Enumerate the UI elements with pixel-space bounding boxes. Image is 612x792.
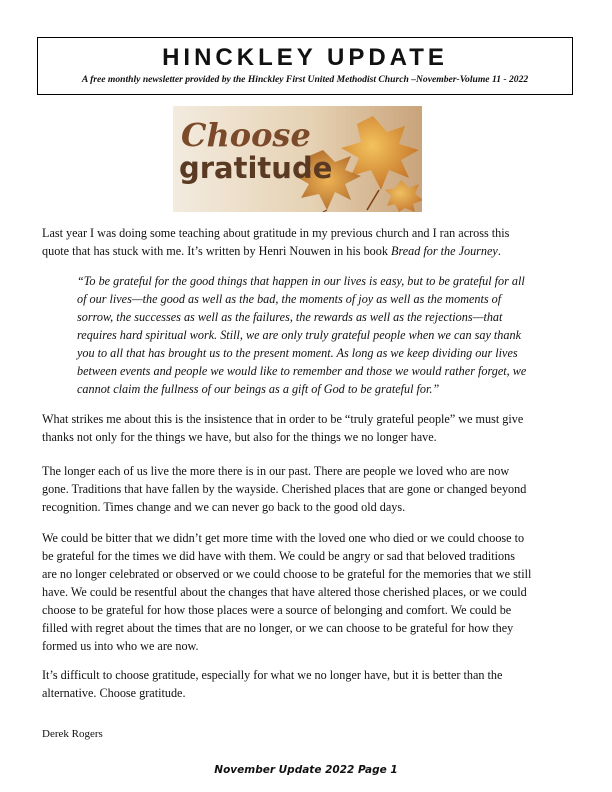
paragraph-line: have. We could be resentful about the changes that have altered those cherished places, or we could xyxy=(42,585,527,599)
paragraph-line: filled with regret about the times that are no longer, or we can choose to be grateful for how they xyxy=(42,621,514,635)
intro-line-2 xyxy=(42,242,572,260)
paragraph-line: choose to be grateful for how those places were a source of belonging and comfort. We could be xyxy=(42,603,512,617)
quote-line: you to all that has brought us to the present moment. As long as we keep dividing our lives xyxy=(77,346,518,360)
quote-line: cannot claim the fullness of our beings as a gift of God to be grateful for.” xyxy=(77,382,440,396)
paragraph-line: What strikes me about this is the insistence that in order to be “truly grateful people” we must give xyxy=(42,412,524,426)
paragraph-4 xyxy=(42,529,572,655)
paragraph-line: alternative. Choose gratitude. xyxy=(42,686,186,700)
paragraph-5 xyxy=(42,666,572,702)
paragraph-line: recognition. Times change and we can never go back to the good old days. xyxy=(42,500,406,514)
intro-line-2-text: quote that has stuck with me. It’s written by Henri Nouwen in his book xyxy=(42,244,391,258)
quote-line: sorrow, the successes as well as the failures, the rewards as well as the rejections—that xyxy=(77,310,503,324)
nouwen-quote xyxy=(77,272,569,398)
paragraph-line: are no longer celebrated or observed or we could choose to be grateful for the memories that we still xyxy=(42,567,532,581)
paragraph-line: It’s difficult to choose gratitude, especially for what we no longer have, but it is better than the xyxy=(42,668,503,682)
intro-line-1: Last year I was doing some teaching about gratitude in my previous church and I ran across this xyxy=(42,226,510,240)
paragraph-line: gone. Traditions that have fallen by the wayside. Cherished places that are gone or changed beyond xyxy=(42,482,527,496)
paragraph-3 xyxy=(42,462,572,516)
paragraph-line: thanks not only for the things we have, but also for the things we no longer have. xyxy=(42,430,437,444)
banner-choose-text: Choose xyxy=(181,116,311,154)
masthead xyxy=(37,37,573,95)
quote-line: between events and people we would like to remember and those we would rather forget, we xyxy=(77,364,527,378)
choose-gratitude-banner xyxy=(173,106,422,212)
paragraph-line: We could be bitter that we didn’t get more time with the loved one who died or we could choose to xyxy=(42,531,525,545)
quote-line: requires hard spiritual work. Still, we are only truly grateful people when we can say thank xyxy=(77,328,522,342)
banner-gratitude-text: gratitude xyxy=(179,151,333,185)
quote-line: of our lives—the good as well as the bad, the moments of joy as well as the moments of xyxy=(77,292,502,306)
author-signature: Derek Rogers xyxy=(42,728,103,740)
paragraph-line: The longer each of us live the more there is in our past. There are people we loved who are now xyxy=(42,464,510,478)
newsletter-subtitle: A free monthly newsletter provided by the Hinckley First United Methodist Church –November-Volume 11 - 2022 xyxy=(81,74,529,85)
quote-line: “To be grateful for the good things that happen in our lives is easy, but to be grateful for all xyxy=(77,274,525,288)
banner-image xyxy=(173,106,422,212)
book-title: Bread for the Journey xyxy=(391,244,498,258)
intro-line-2-end: . xyxy=(497,244,501,258)
page-footer: November Update 2022 Page 1 xyxy=(214,764,398,776)
paragraph-line: formed us into who we are now. xyxy=(42,639,199,653)
paragraph-line: be grateful for the times we did have with them. We could be angry or sad that beloved traditions xyxy=(42,549,515,563)
paragraph-2 xyxy=(42,410,572,446)
intro-paragraph xyxy=(42,224,572,260)
newsletter-title: HINCKLEY UPDATE xyxy=(162,44,448,71)
